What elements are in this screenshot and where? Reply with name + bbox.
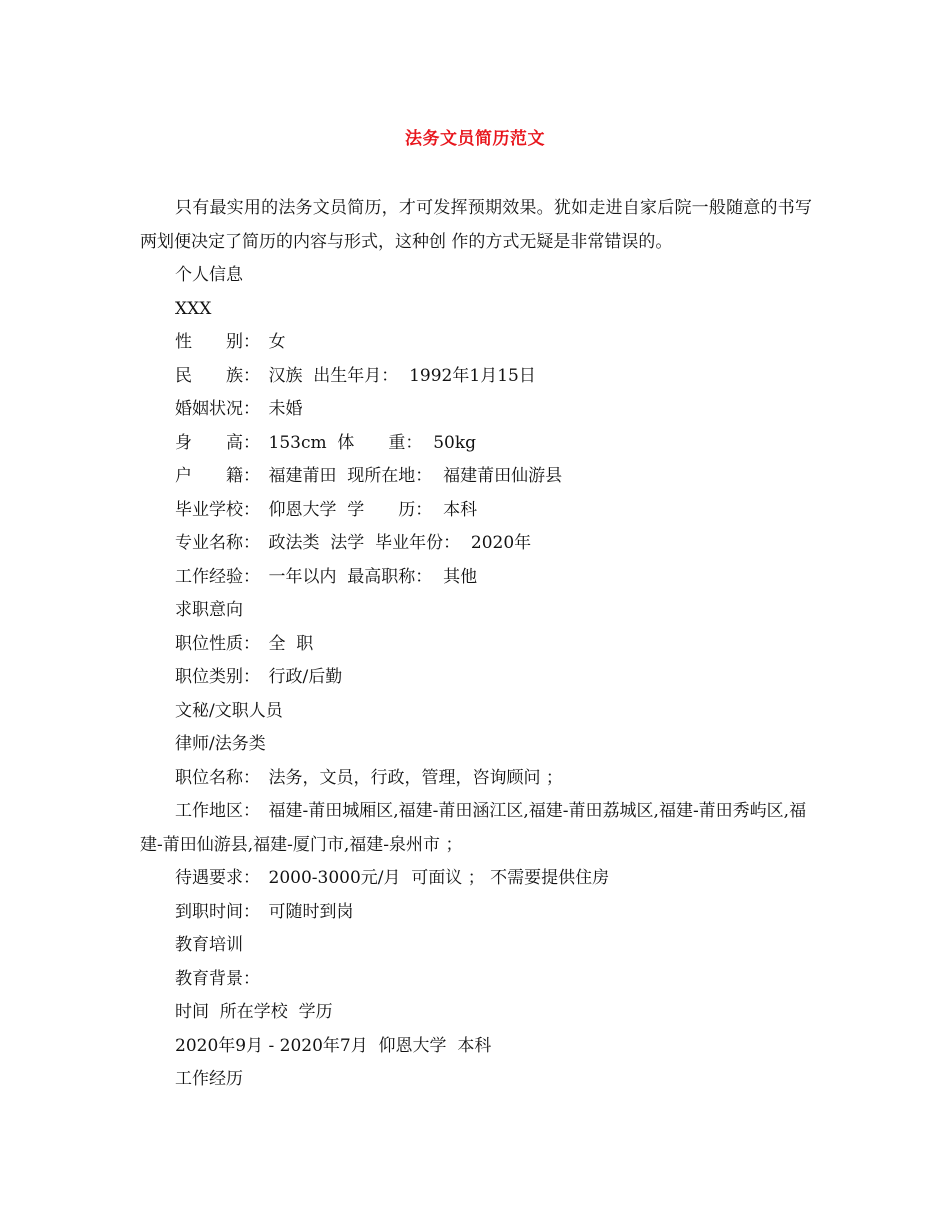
text-line: 职位性质： 全 职 [175,633,314,654]
text-line: 职位名称： 法务，文员，行政，管理，咨询顾问 ； [175,767,563,788]
text-line: 工作经历 [175,1069,243,1089]
text-line: 职位类别： 行政/后勤 [175,667,343,687]
text-line: 时间 所在学校 学历 [175,1002,333,1022]
text-line: 待遇要求： 2000-3000元/月 可面议 ； 不需要提供住房 [175,868,610,888]
text-line: XXX [175,298,212,319]
text-line: 身 高： 153cm 体 重： 50kg [175,432,477,453]
text-line: 到职时间： 可随时到岗 [175,901,354,922]
document-body [140,192,812,1097]
text-line: 教育背景： [175,968,260,989]
text-line: 专业名称： 政法类 法学 毕业年份： 2020年 [175,533,532,553]
text-line: 文秘/文职人员 [175,700,283,721]
text-line: 教育培训 [175,935,243,955]
text-line: 毕业学校： 仰恩大学 学 历： 本科 [175,499,478,520]
intro-paragraph: 只有最实用的法务文员简历，才可发挥预期效果。犹如走进自家后院一般随意的书写两划便决定了简历的内容与形式，这种创 作的方式无疑是非常错误的。 [140,198,812,252]
text-line: 求职意向 [175,600,243,620]
text-line: 户 籍： 福建莆田 现所在地： 福建莆田仙游县 [175,466,563,486]
text-line: 2020年9月 - 2020年7月 仰恩大学 本科 [175,1035,492,1056]
text-line: 个人信息 [175,265,243,285]
info-lines [140,259,812,795]
info-lines-after [140,862,812,1097]
text-line: 婚姻状况： 未婚 [175,399,303,419]
document-title: 法务文员简历范文 [405,129,545,149]
text-line: 律师/法务类 [175,734,266,754]
text-line: 工作经验： 一年以内 最高职称： 其他 [175,566,478,587]
text-line: 民 族： 汉族 出生年月： 1992年1月15日 [175,365,536,386]
work-area-line: 工作地区： 福建-莆田城厢区,福建-莆田涵江区,福建-莆田荔城区,福建-莆田秀屿区,福建-莆田仙游县,福建-厦门市,福建-泉州市 ； [140,801,807,855]
text-line: 性 别： 女 [175,332,286,352]
